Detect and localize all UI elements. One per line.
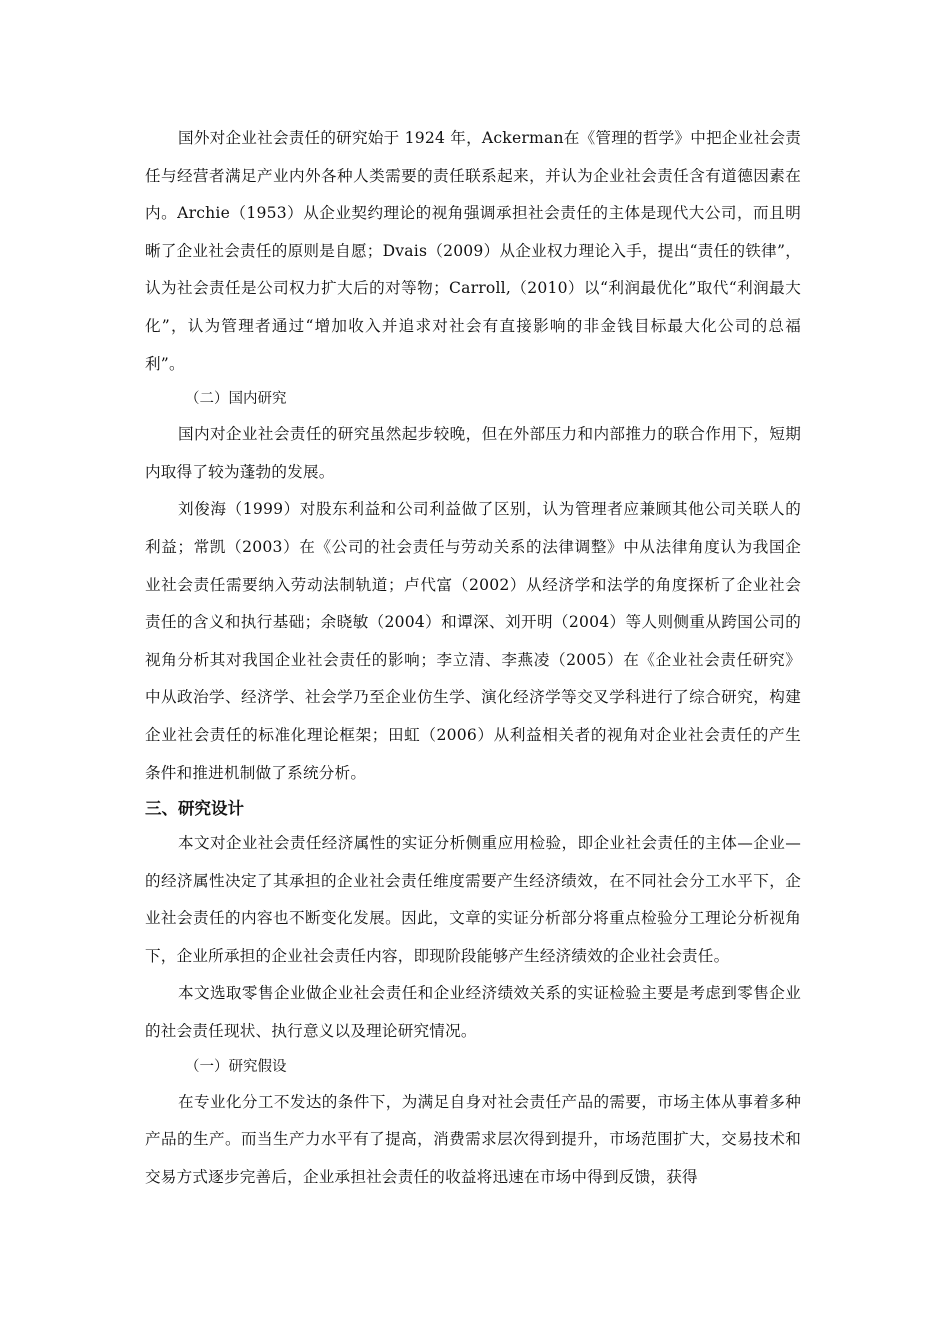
subheading-hypotheses: （一）研究假设 [185,1058,287,1075]
paragraph-research-design: 本文对企业社会责任经济属性的实证分析侧重应用检验，即企业社会责任的主体—企业—的经济属性决定了其承担的企业社会责任维度需要产生经济绩效，在不同社会分工水平下，企业社会责任的内容也不断变化发展。因此，文章的实证分析部分将重点检验分工理论分析视角下，企业所承担的企业社会责任内容，即现阶段能够产生经济绩效的企业社会责任。 [145,834,801,965]
subheading-domestic-research: （二）国内研究 [185,391,287,408]
paragraph-sample-selection: 本文选取零售企业做企业社会责任和企业经济绩效关系的实证检验主要是考虑到零售企业的社会责任现状、执行意义以及理论研究情况。 [145,984,801,1041]
paragraph-foreign-research: 国外对企业社会责任的研究始于 1924 年，Ackerman在《管理的哲学》中把企业社会责任与经营者满足产业内外各种人类需要的责任联系起来，并认为企业社会责任含有道德因素在内。Archie（1953）从企业契约理论的视角强调承担社会责任的主体是现代大公司，而且明晰了企业社会责任的原则是自愿；Dvais（2009）从企业权力理论入手，提出“责任的铁律”，认为社会责任是公司权力扩大后的对等物；Carroll,（2010）以“利润最优化”取代“利润最大化”，认为管理者通过“增加收入并追求对社会有直接影响的非金钱目标最大化公司的总福利”。 [145,129,801,373]
section-heading-research-design: 三、研究设计 [145,799,244,819]
document-body [145,120,801,1196]
paragraph-domestic-literature: 刘俊海（1999）对股东利益和公司利益做了区别，认为管理者应兼顾其他公司关联人的利益；常凯（2003）在《公司的社会责任与劳动关系的法律调整》中从法律角度认为我国企业社会责任需要纳入劳动法制轨道；卢代富（2002）从经济学和法学的角度探析了企业社会责任的含义和执行基础；余晓敏（2004）和谭深、刘开明（2004）等人则侧重从跨国公司的视角分析其对我国企业社会责任的影响；李立清、李燕凌（2005）在《企业社会责任研究》中从政治学、经济学、社会学乃至企业仿生学、演化经济学等交叉学科进行了综合研究，构建企业社会责任的标准化理论框架；田虹（2006）从利益相关者的视角对企业社会责任的产生条件和推进机制做了系统分析。 [145,500,801,782]
paragraph-domestic-overview: 国内对企业社会责任的研究虽然起步较晚，但在外部压力和内部推力的联合作用下，短期内取得了较为蓬勃的发展。 [145,425,801,481]
paragraph-hypotheses: 在专业化分工不发达的条件下，为满足自身对社会责任产品的需要，市场主体从事着多种产品的生产。而当生产力水平有了提高，消费需求层次得到提升，市场范围扩大，交易技术和交易方式逐步完善后，企业承担社会责任的收益将迅速在市场中得到反馈，获得 [145,1092,801,1186]
